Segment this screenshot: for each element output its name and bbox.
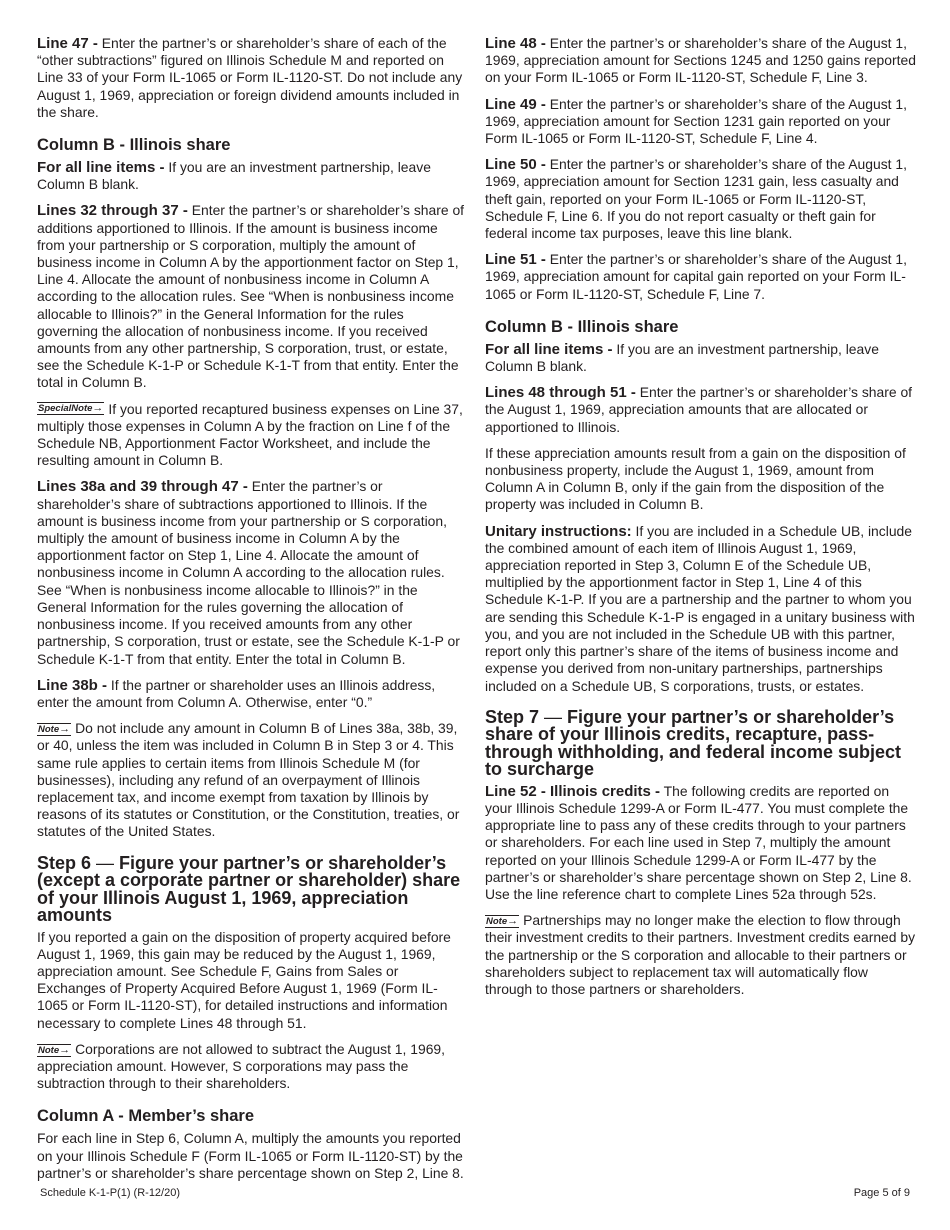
special-note-icon: SpecialNote→	[38, 401, 104, 414]
step-6-label: Step 6	[37, 852, 92, 873]
line-47-label: Line 47 -	[37, 35, 98, 52]
step-6-dash: —	[91, 852, 120, 873]
note-icon: Note→	[38, 723, 71, 736]
line-50-paragraph	[485, 156, 917, 242]
unitary-paragraph	[485, 523, 917, 695]
footer-page-number: Page 5 of 9	[853, 1187, 910, 1199]
special-note-label-a: Special	[38, 402, 72, 414]
lines-38a-47-paragraph	[37, 478, 467, 667]
line-50-label: Line 50 -	[485, 156, 546, 174]
line-38b-text: If the partner or shareholder uses an Illinois address, enter the amount from Column A. Otherwise, enter “0.”	[37, 676, 436, 710]
footer-form-id: Schedule K-1-P(1) (R-12/20)	[40, 1187, 181, 1199]
line-50-text: Enter the partner’s or shareholder’s share of the August 1, 1969, appreciation amount for Section 1231 gain, less casualty and theft gain, reported on your Form IL-1065 or Form IL-1120-ST, Schedule F, Line 6. If you do not report casualty or theft gain for federal income tax purposes, leave this line blank.	[485, 156, 907, 242]
step-7-dash: —	[539, 706, 568, 727]
line-38b-label: Line 38b -	[37, 676, 108, 694]
note-icon: Note→	[38, 1043, 71, 1056]
all-line-items-label: For all line items -	[485, 340, 613, 358]
note-text-1: Do not include any amount in Column B of Lines 38a, 38b, 39, or 40, unless the item was included in Column B in Step 3 or 4. This same rule applies to certain items from Illinois Schedule M (for businesses), including any refund of an overpayment of Illinois replacement tax, and income exempt from taxation by Illinois by reasons of its statutes or Constitution, or the Constitution, treaties, or statutes of the United States.	[37, 720, 460, 840]
lines-48-51-paragraph	[485, 384, 917, 436]
lines-32-37-text: Enter the partner’s or shareholder’s share of additions apportioned to Illinois. If the amount is business income from your partnership or S corporation, multiply the amount of business income in Column A by the apportionment factor on Step 1, Line 4. Allocate the amount of nonbusiness income in Column A according to the allocation rules. See “When is nonbusiness income allocable to Illinois?” in the General Information for the rules governing the allocation of nonbusiness income. If you received amounts from any other partnership, S corporation, trust, or estate, see the Schedule K-1-P or Schedule K-1-T from that entity. Enter the total in Column B.	[37, 202, 465, 391]
left-column	[37, 35, 467, 1191]
line-48-label: Line 48 -	[485, 35, 546, 52]
column-a-paragraph: For each line in Step 6, Column A, multiply the amounts you reported on your Illinois Schedule F (Form IL-1065 or Form IL-1120-ST) by the partner’s or shareholder’s share percentage shown on Step 2, Line 8.	[37, 1130, 464, 1181]
all-line-items-paragraph	[485, 341, 917, 375]
line-47-text: Enter the partner’s or shareholder’s share of each of the “other subtractions” figured on Illinois Schedule M and reported on Line 33 of your Form IL-1065 or Form IL-1120-ST. Do not include any August 1, 1969, appreciation or foreign dividend amounts included in the share.	[37, 35, 463, 120]
note-text-3: Partnerships may no longer make the election to flow through their investment credits to their partners. Investment credits earned by the partnership or the S corporation and allocable to their partners or shareholders subject to replacement tax will automatically flow through to those partners or shareholders.	[485, 912, 916, 997]
special-note-paragraph	[37, 401, 467, 470]
all-line-items-text: If you are an investment partnership, leave Column B blank.	[37, 159, 431, 193]
unitary-label: Unitary instructions:	[485, 522, 632, 540]
note-icon: Note→	[486, 915, 519, 928]
lines-32-37-label: Lines 32 through 37 -	[37, 202, 188, 220]
all-line-items-paragraph	[37, 159, 467, 193]
lines-48-51-label: Lines 48 through 51 -	[485, 384, 636, 402]
line-49-paragraph	[485, 96, 917, 148]
line-47-paragraph	[37, 35, 467, 121]
line-52-paragraph	[485, 783, 917, 903]
note-paragraph-3	[485, 912, 917, 998]
all-line-items-label: For all line items -	[37, 159, 165, 177]
line-49-label: Line 49 -	[485, 95, 546, 113]
note-label: Note	[38, 1044, 60, 1056]
line-51-text: Enter the partner’s or shareholder’s share of the August 1, 1969, appreciation amount for capital gain reported on your Form IL-1065 or Form IL-1120-ST, Schedule F, Line 7.	[485, 251, 907, 302]
column-b-heading: Column B - Illinois share	[37, 136, 231, 155]
line-52-label: Line 52 - Illinois credits -	[485, 782, 661, 800]
right-column	[485, 35, 917, 1007]
line-52-text: The following credits are reported on your Illinois Schedule 1299-A or Form IL-477. You must complete the appropriate line to pass any of these credits through to your partners or shareholders. For each line used in Step 7, multiply the amount reported on your Illinois Schedule 1299-A or Form IL-477 by the partner’s or shareholder’s share percentage shown on Step 2, Line 8. Use the line reference chart to complete Lines 52a through 52s.	[485, 782, 912, 902]
step-7-heading	[485, 706, 917, 780]
line-48-text: Enter the partner’s or shareholder’s share of the August 1, 1969, appreciation amount for Sections 1245 and 1250 gains reported on your Form IL-1065 or Form IL-1120-ST, Schedule F, Line 3.	[485, 35, 916, 86]
note-paragraph-1	[37, 720, 467, 840]
nonbusiness-gain-paragraph: If these appreciation amounts result from a gain on the disposition of nonbusiness property, include the August 1, 1969, amount from Column A in Column B, only if the gain from the disposition of the property was included in Column B.	[485, 444, 906, 513]
special-note-label-b: Note	[71, 402, 93, 414]
lines-38a-47-text: Enter the partner’s or shareholder’s share of subtractions apportioned to Illinois. If the amount is business income from your partnership or S corporation, multiply the amount of business income in Column A by the apportionment factor on Step 1, Line 4. Allocate the amount of nonbusiness income in Column A according to the allocation rules. See “When is nonbusiness income allocable to Illinois?” in the General Information for the rules governing the allocation of nonbusiness income. If you received amounts from any other partnership, S corporation, trust or estate, see the Schedule K-1-P or Schedule K-1-T from that entity. Enter the total in Column B.	[37, 478, 460, 667]
line-38b-paragraph	[37, 677, 467, 711]
column-a-heading: Column A - Member’s share	[37, 1107, 254, 1126]
step-7-title: Figure your partner’s or shareholder’s share of your Illinois credits, recapture, pass-through withholding, and federal income subject to surcharge	[485, 706, 902, 780]
line-51-paragraph	[485, 251, 917, 303]
all-line-items-text: If you are an investment partnership, leave Column B blank.	[485, 340, 879, 375]
note-label: Note	[486, 916, 508, 928]
step-6-paragraph: If you reported a gain on the disposition of property acquired before August 1, 1969, this gain may be reduced by the August 1, 1969, appreciation amount. See Schedule F, Gains from Sales or Exchanges of Property Acquired Before August 1, 1969 (Form IL-1065 or Form IL-1120-ST), for detailed instructions and information necessary to complete Lines 48 through 51.	[37, 928, 451, 1031]
lines-48-51-text: Enter the partner’s or shareholder’s share of the August 1, 1969, appreciation amounts that are allocated or apportioned to Illinois.	[485, 384, 913, 435]
step-6-heading	[37, 852, 467, 926]
column-b-heading: Column B - Illinois share	[485, 317, 679, 336]
unitary-text: If you are included in a Schedule UB, include the combined amount of each item of Illinois August 1, 1969, appreciation reported in Step 3, Column E of the Schedule UB, multiplied by the apportionment factor in Step 1, Line 4 of this Schedule K-1-P. If you are a partnership and the partner to whom you are sending this Schedule K-1-P is engaged in a unitary business with you, and you are not included in the Schedule UB with this partner, report only this partner’s share of the items of business income and expense you derived from non-unitary partnerships, partnerships included on a Schedule UB, S corporations, trusts, or estates.	[485, 522, 915, 694]
line-49-text: Enter the partner’s or shareholder’s share of the August 1, 1969, appreciation amount for Section 1231 gain reported on your Form IL-1065 or Form IL-1120-ST, Schedule F, Line 4.	[485, 95, 907, 147]
note-paragraph-2	[37, 1041, 467, 1093]
special-note-text: If you reported recaptured business expenses on Line 37, multiply those expenses in Column A by the fraction on Line f of the Schedule NB, Apportionment Factor Worksheet, and include the resulting amount in Column B.	[37, 400, 463, 469]
line-48-paragraph	[485, 35, 917, 87]
note-label: Note	[38, 724, 60, 736]
note-text-2: Corporations are not allowed to subtract the August 1, 1969, appreciation amount. However, S corporations may pass the subtraction through to their shareholders.	[37, 1040, 446, 1092]
lines-32-37-paragraph	[37, 202, 467, 391]
step-6-title: Figure your partner’s or shareholder’s (except a corporate partner or shareholder) share of your Illinois August 1, 1969, appreciation amounts	[37, 852, 461, 926]
line-51-label: Line 51 -	[485, 251, 546, 269]
step-7-label: Step 7	[485, 706, 540, 727]
lines-38a-47-label: Lines 38a and 39 through 47 -	[37, 478, 248, 496]
